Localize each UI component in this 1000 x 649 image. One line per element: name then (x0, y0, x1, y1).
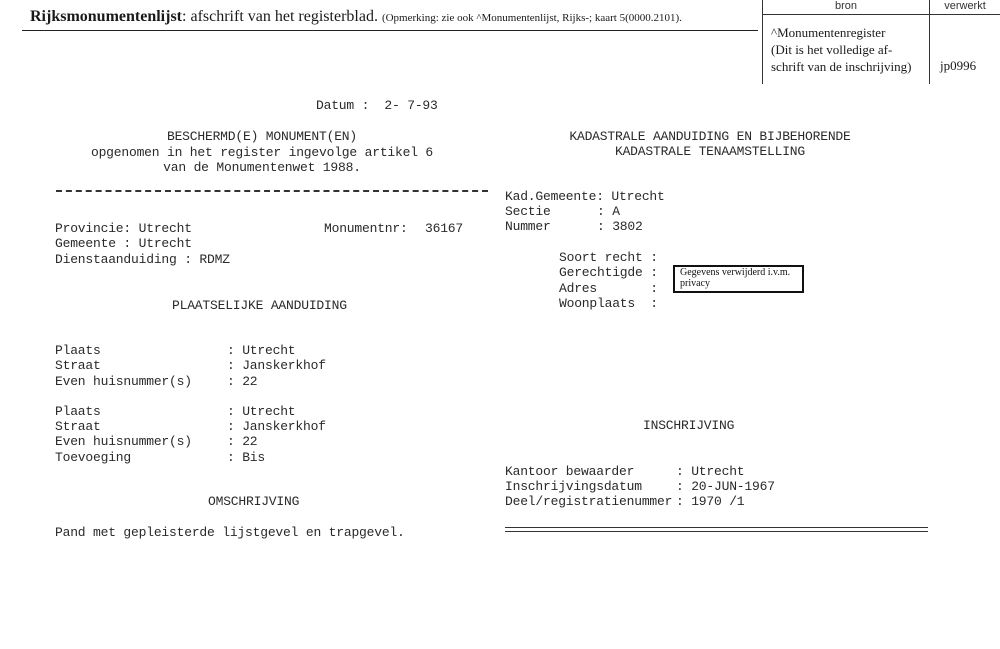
kad-gemeente: Kad.Gemeente: Utrecht (505, 189, 665, 204)
inschrijving-label: Inschrijvingsdatum (505, 479, 642, 494)
inschrijving-label: Kantoor bewaarder (505, 464, 635, 479)
sectie-label: Sectie (505, 204, 551, 219)
monumentnr: 36167 (425, 221, 464, 236)
omschrijving-heading: OMSCHRIJVING (208, 494, 300, 509)
dashed-divider (56, 190, 488, 192)
block1-label: Straat (55, 358, 101, 373)
adres-label: Adres : (559, 281, 658, 296)
inschrijving-label: Deel/registratienummer (505, 494, 673, 509)
monumentnr-label: Monumentnr: (324, 221, 408, 236)
block1-label: Even huisnummer(s) (55, 374, 192, 389)
sectie-value: : A (597, 204, 620, 219)
block2-value: : 22 (227, 434, 258, 449)
privacy-notice-box: Gegevens verwijderd i.v.m. privacy (673, 265, 804, 293)
verwerkt-label: verwerkt (944, 0, 986, 12)
bron-box-header-rule (762, 14, 1000, 15)
bron-label: bron (834, 0, 858, 12)
block2-value: : Utrecht (227, 404, 296, 419)
title-bold: Rijksmonumentenlijst (30, 8, 183, 25)
gerechtigde-label: Gerechtigde : (559, 265, 658, 280)
right-heading-line: KADASTRALE AANDUIDING EN BIJBEHORENDE (569, 129, 851, 144)
block2-label: Even huisnummer(s) (55, 434, 192, 449)
block2-value: : Bis (227, 450, 266, 465)
inschrijving-value: : 1970 /1 (676, 494, 745, 509)
bron-text (771, 24, 911, 75)
double-divider (505, 527, 928, 532)
nummer-value: : 3802 (597, 219, 643, 234)
nummer-label: Nummer (505, 219, 551, 234)
left-heading-line: van de Monumentenwet 1988. (163, 160, 361, 175)
soort-recht-label: Soort recht : (559, 250, 658, 265)
dienstaanduiding: Dienstaanduiding : RDMZ (55, 252, 230, 267)
datum: Datum : 2- 7-93 (316, 98, 438, 113)
bron-line: (Dit is het volledige af- (771, 42, 893, 57)
inschrijving-value: : Utrecht (676, 464, 745, 479)
left-heading-line: opgenomen in het register ingevolge artikel 6 (90, 145, 434, 160)
header-note: (Opmerking: zie ook ^Monumentenlijst, Rijks-; kaart 5(0000.2101). (381, 12, 682, 24)
omschrijving-text: Pand met gepleisterde lijstgevel en trapgevel. (55, 525, 405, 540)
inschrijving-heading: INSCHRIJVING (643, 418, 735, 433)
bron-box-left-border (762, 0, 763, 84)
block1-value: : Janskerkhof (227, 358, 326, 373)
header-rule (22, 30, 758, 31)
right-heading-line: KADASTRALE TENAAMSTELLING (614, 144, 806, 159)
inschrijving-value: : 20-JUN-1967 (676, 479, 775, 494)
bron-line: ^Monumentenregister (771, 25, 886, 40)
left-heading-line: BESCHERMD(E) MONUMENT(EN) (166, 129, 358, 144)
title-rest: : afschrift van het registerblad. (182, 8, 378, 25)
block1-value: : Utrecht (227, 343, 296, 358)
bron-line: schrift van de inschrijving) (771, 59, 912, 74)
block2-value: : Janskerkhof (227, 419, 326, 434)
bron-box-divider (929, 0, 930, 84)
block2-label: Toevoeging (55, 450, 132, 465)
block1-label: Plaats (55, 343, 101, 358)
block1-value: : 22 (227, 374, 258, 389)
block2-label: Straat (55, 419, 101, 434)
document-title (30, 8, 682, 26)
block2-label: Plaats (55, 404, 101, 419)
gemeente: Gemeente : Utrecht (55, 236, 192, 251)
woonplaats-label: Woonplaats : (559, 296, 658, 311)
plaatselijke-heading: PLAATSELIJKE AANDUIDING (172, 298, 347, 313)
provincie: Provincie: Utrecht (55, 221, 192, 236)
verwerkt-code: jp0996 (940, 58, 977, 73)
